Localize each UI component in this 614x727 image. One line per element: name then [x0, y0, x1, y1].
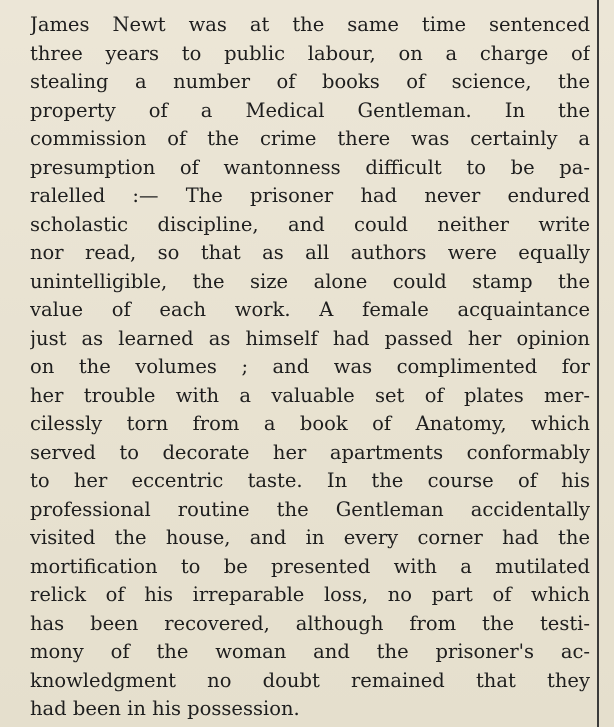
article-line: scholastic discipline, and could neither write [30, 212, 590, 236]
article-column [30, 11, 590, 724]
article-line: her trouble with a valuable set of plates mer- [30, 383, 590, 407]
article-line: value of each work. A female acquaintance [30, 298, 590, 321]
article-line: presumption of wantonness difficult to be pa- [30, 155, 590, 179]
article-line: property of a Medical Gentleman. In the [30, 98, 590, 122]
article-line: cilessly torn from a book of Anatomy, which [30, 412, 590, 435]
article-line: relick of his irreparable loss, no part of which [30, 583, 590, 606]
article-line: nor read, so that as all authors were equally [30, 241, 590, 264]
article-line: professional routine the Gentleman accidentally [30, 497, 590, 521]
article-line: visited the house, and in every corner had the [30, 526, 590, 549]
article-line: ralelled :— The prisoner had never endured [30, 184, 590, 207]
article-line: has been recovered, although from the testi- [30, 611, 590, 635]
article-line: on the volumes ; and was complimented for [30, 355, 590, 378]
article-line: mony of the woman and the prisoner's ac- [30, 640, 590, 663]
article-line: had been in his possession. [30, 697, 300, 720]
column-divider [597, 0, 599, 727]
article-line: knowledgment no doubt remained that they [30, 668, 590, 692]
article-line: three years to public labour, on a charge of [30, 41, 590, 65]
article-line: mortification to be presented with a mutilated [30, 554, 590, 578]
article-line: just as learned as himself had passed her opinion [30, 326, 590, 350]
article-line: to her eccentric taste. In the course of his [30, 469, 590, 492]
article-line: served to decorate her apartments conformably [30, 440, 590, 464]
article-line: stealing a number of books of science, the [30, 70, 590, 93]
article-line: unintelligible, the size alone could stamp the [30, 269, 590, 293]
article-line: commission of the crime there was certainly a [30, 127, 590, 150]
article-line: James Newt was at the same time sentenced [30, 13, 590, 36]
